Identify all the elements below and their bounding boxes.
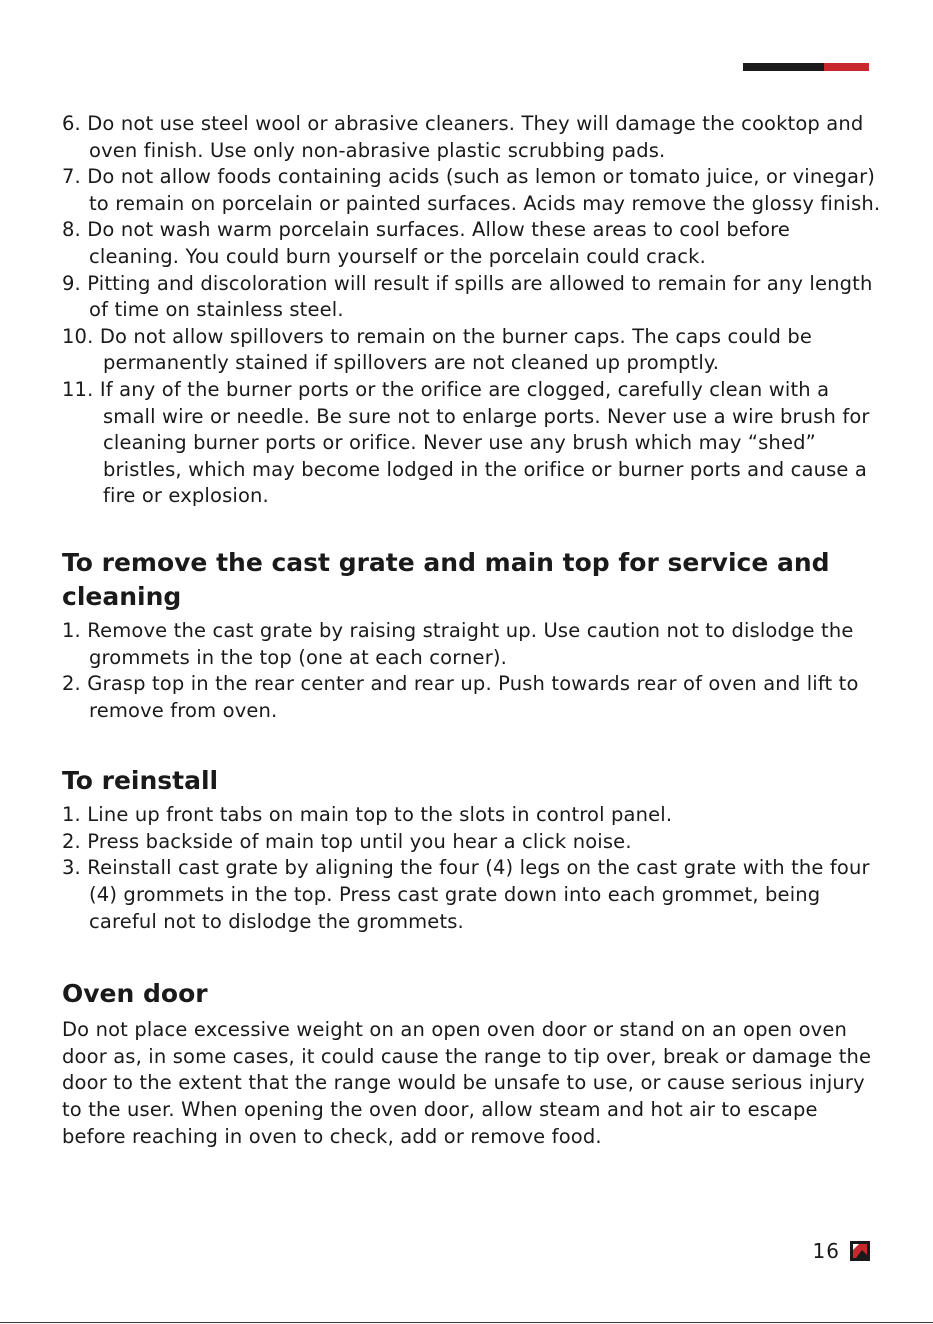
list-item-text: Do not allow foods containing acids (such as lemon or tomato juice, or vinegar) to remain on porcelain or painted surfaces. Acids may remove the glossy finish. [87, 165, 881, 215]
section-title-reinstall: To reinstall [62, 766, 219, 796]
page-footer [813, 1239, 870, 1263]
header-bar-red-segment [824, 63, 869, 71]
list-item-number: 8. [62, 218, 81, 242]
list-item [62, 271, 882, 324]
list-item-text: If any of the burner ports or the orifice are clogged, carefully clean with a small wire or needle. Be sure not to enlarge ports. Never use a wire brush for cleaning burner ports or orifice. Never use any brush which may “shed” bristles, which may become lodged in the orifice or burner ports and cause a fire or explosion. [99, 377, 870, 508]
list-item [62, 671, 882, 724]
list-item-number: 6. [62, 112, 81, 135]
list-item-text: Press backside of main top until you hear a click noise. [87, 829, 632, 853]
list-item-number: 7. [62, 165, 81, 189]
list-item-text: Pitting and discoloration will result if spills are allowed to remain for any length of time on stainless steel. [87, 271, 873, 322]
list-item-number: 10. [62, 324, 94, 348]
list-item-number: 9. [62, 271, 81, 295]
list-item-text: Grasp top in the rear center and rear up. Push towards rear of oven and lift to remove from oven. [87, 672, 859, 722]
list-item-number: 11. [62, 377, 94, 401]
list-item-text: Remove the cast grate by raising straight up. Use caution not to dislodge the grommets in the top (one at each corner). [87, 618, 854, 669]
list-item-number: 2. [62, 672, 81, 696]
list-item [62, 324, 882, 377]
brand-logo-icon [850, 1241, 870, 1261]
section-title-oven-door: Oven door [62, 979, 208, 1009]
header-bar-dark-segment [743, 63, 824, 71]
list-item [62, 217, 882, 270]
section-title-remove: To remove the cast grate and main top for service and cleaning [62, 547, 830, 611]
oven-door-paragraph: Do not place excessive weight on an open oven door or stand on an open oven door as, in some cases, it could cause the range to tip over, break or damage the door to the extent that the range would be unsafe to use, or cause serious injury to the user. When opening the oven door, allow steam and hot air to escape before reaching in oven to check, add or remove food. [62, 1018, 872, 1148]
list-item [62, 618, 882, 671]
list-item [62, 802, 882, 829]
care-list [62, 111, 882, 510]
remove-steps-list [62, 618, 882, 724]
list-item-text: Reinstall cast grate by aligning the four (4) legs on the cast grate with the four (4) grommets in the top. Press cast grate down into each grommet, being careful not to dislodge the grommets. [87, 856, 870, 933]
list-item-text: Do not allow spillovers to remain on the burner caps. The caps could be permanently stained if spillovers are not cleaned up promptly. [99, 324, 813, 375]
page-number: 16 [812, 1239, 840, 1263]
list-item-number: 1. [62, 618, 81, 642]
list-item [62, 829, 882, 856]
page-content [62, 111, 882, 1150]
list-item [62, 111, 882, 164]
list-item-number: 2. [62, 829, 81, 853]
list-item-text: Do not use steel wool or abrasive cleaners. They will damage the cooktop and oven finish. Use only non-abrasive plastic scrubbing pads. [87, 112, 864, 162]
list-item-text: Line up front tabs on main top to the slots in control panel. [87, 803, 673, 827]
list-item [62, 377, 882, 510]
reinstall-steps-list [62, 802, 882, 935]
list-item-text: Do not wash warm porcelain surfaces. Allow these areas to cool before cleaning. You could burn yourself or the porcelain could crack. [87, 218, 791, 268]
bottom-divider [0, 1322, 933, 1323]
list-item [62, 855, 882, 935]
header-accent-bar [743, 63, 869, 71]
list-item [62, 164, 882, 217]
list-item-number: 3. [62, 856, 81, 880]
list-item-number: 1. [62, 803, 81, 827]
